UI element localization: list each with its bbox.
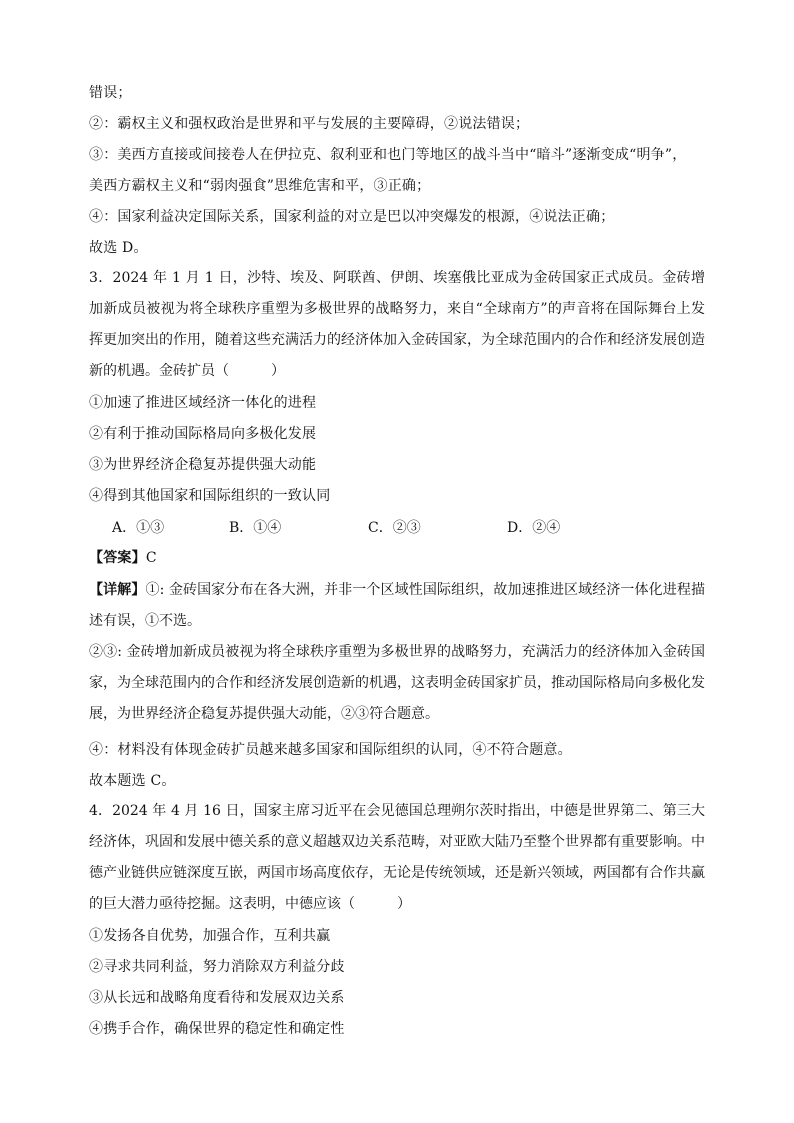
q2-analysis-line: ②：霸权主义和强权政治是世界和平与发展的主要障碍，②说法错误； — [89, 116, 530, 132]
q2-analysis-line: 美西方霸权主义和“弱肉强食”思维危害和平，③正确； — [89, 178, 431, 194]
answer-value: C — [145, 550, 157, 566]
q2-analysis-line: ④：国家利益决定国际关系，国家利益的对立是巴以冲突爆发的根源，④说法正确； — [89, 209, 615, 225]
detail-text: ①: 金砖国家分布在各大洲，并非一个区域性国际组织，故加速推进区域经济一体化进程描述有误，①不选。 — [89, 582, 705, 629]
q3-option-d: D．②④ — [507, 520, 561, 536]
q3-detail-2: ②③: 金砖增加新成员被视为将全球秩序重塑为多极世界的战略努力，充满活力的经济体加入金砖国家，为全球范围内的合作和经济发展创造新的机遇，这表明金砖国家扩员，推动国际格局向多极化发展，为世界经济企稳复苏提供强大动能，②③符合题意。 — [89, 644, 705, 722]
q4-statement: ③从长远和战略角度看待和发展双边关系 — [89, 990, 345, 1006]
q3-conclusion: 故本题选 C。 — [89, 773, 176, 789]
q3-statement: ④得到其他国家和国际组织的一致认同 — [89, 488, 331, 504]
q3-detail-3: ④：材料没有体现金砖扩员越来越多国家和国际组织的认同，④不符合题意。 — [89, 742, 572, 758]
q2-conclusion: 故选 D。 — [89, 240, 148, 256]
q3-option-a: A．①③ — [112, 520, 165, 536]
q3-option-c: C．②③ — [368, 520, 421, 536]
q3-statement: ①加速了推进区域经济一体化的进程 — [89, 395, 317, 411]
answer-label: 【答案】 — [89, 550, 146, 566]
q3-statement: ②有利于推动国际格局向多极化发展 — [89, 426, 317, 442]
detail-label: 【详解】 — [89, 582, 146, 598]
q3-detail-1 — [89, 575, 705, 637]
q3-answer — [89, 549, 157, 567]
q2-analysis-line: 错误； — [89, 85, 132, 101]
q3-statement: ③为世界经济企稳复苏提供强大动能 — [89, 457, 317, 473]
q4-statement: ①发扬各自优势，加强合作，互利共赢 — [89, 928, 331, 944]
q3-stem: 3．2024 年 1 月 1 日，沙特、埃及、阿联酋、伊朗、埃塞俄比亚成为金砖国家正式成员。金砖增加新成员被视为将全球秩序重塑为多极世界的战略努力，来自“全球南方”的声音将在国际舞台上发挥更加突出的作用，随着这些充满活力的经济体加入金砖国家，为全球范围内的合作和经济发展创造新的机遇。金砖扩员（ ） — [89, 270, 705, 379]
q4-stem: 4．2024 年 4 月 16 日，国家主席习近平在会见德国总理朔尔茨时指出，中德是世界第二、第三大经济体，巩固和发展中德关系的意义超越双边关系范畴，对亚欧大陆乃至整个世界都有重要影响。中德产业链供应链深度互嵌，两国市场高度依存，无论是传统领域，还是新兴领域，两国都有合作共赢的巨大潜力亟待挖掘。这表明，中德应该（ ） — [89, 803, 705, 912]
q2-analysis-line: ③：美西方直接或间接卷人在伊拉克、叙利亚和也门等地区的战斗当中“暗斗”逐渐变成“明争”， — [89, 147, 687, 163]
q3-option-b: B．①④ — [229, 520, 282, 536]
q4-statement: ②寻求共同利益，努力消除双方利益分歧 — [89, 959, 345, 975]
q4-statement: ④携手合作，确保世界的稳定性和确定性 — [89, 1021, 345, 1037]
